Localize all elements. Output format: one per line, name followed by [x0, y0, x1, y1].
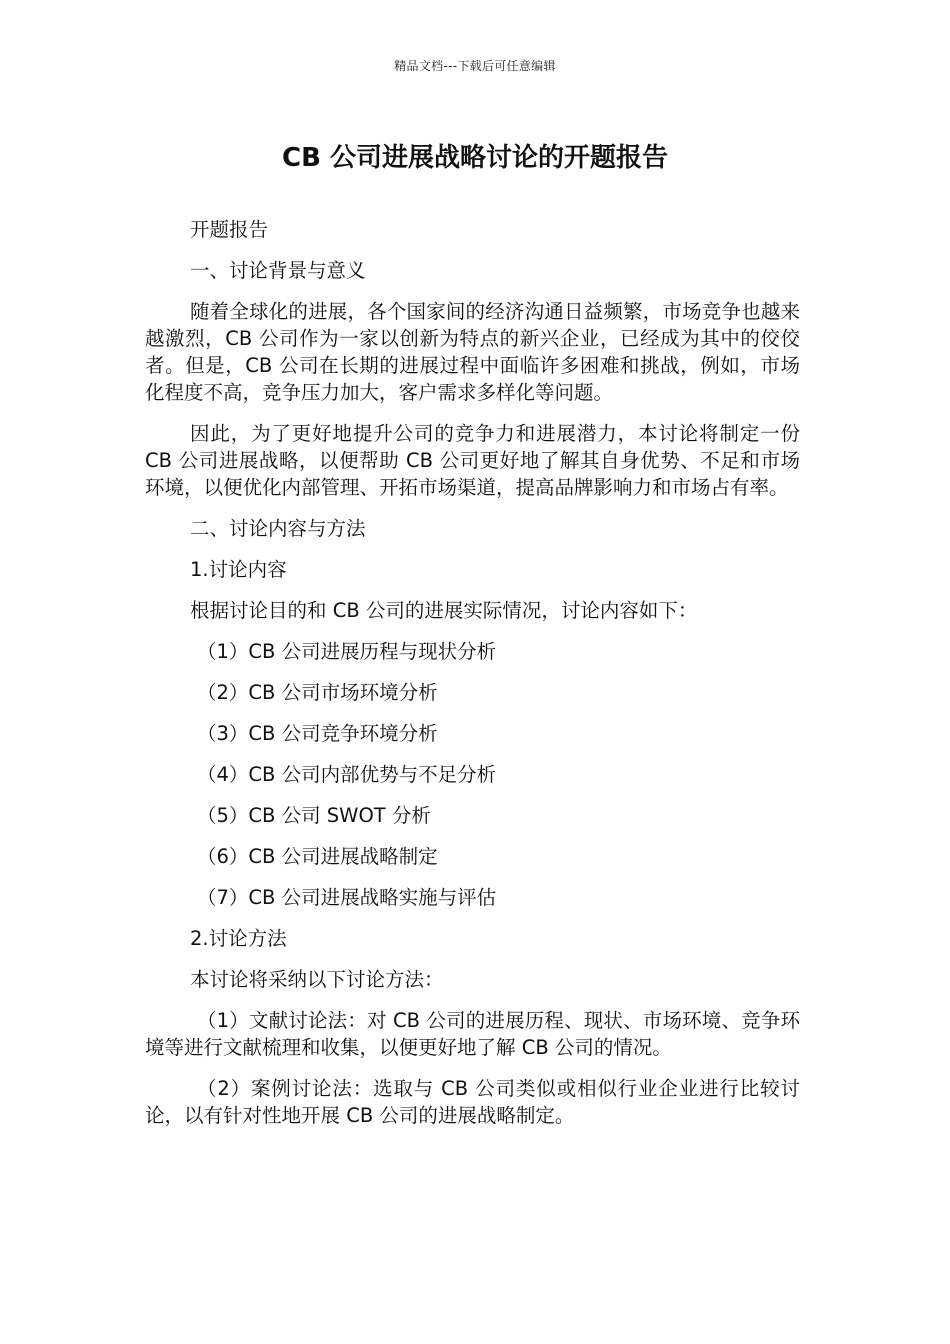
paragraph-content-intro: 根据讨论目的和 CB 公司的进展实际情况，讨论内容如下：	[190, 599, 698, 622]
subheading-content: 1.讨论内容	[190, 558, 287, 581]
paragraph-background: 随着全球化的进展，各个国家间的经济沟通日益频繁，市场竞争也越来越激烈，CB 公司作为一家以创新为特点的新兴企业，已经成为其中的佼佼者。但是，CB 公司在长期的进展过程中面临许多困难和挑战，例如，市场化程度不高，竞争压力加大，客户需求多样化等问题。	[145, 300, 800, 404]
list-item: （6）CB 公司进展战略制定	[197, 845, 438, 868]
list-item: （4）CB 公司内部优势与不足分析	[197, 763, 497, 786]
document-body	[145, 216, 800, 1143]
document-title: CB 公司进展战略讨论的开题报告	[282, 143, 668, 173]
paragraph-method-case: （2）案例讨论法：选取与 CB 公司类似或相似行业企业进行比较讨论，以有针对性地开展 CB 公司的进展战略制定。	[145, 1077, 800, 1127]
list-item: （3）CB 公司竞争环境分析	[197, 722, 438, 745]
section-heading-proposal: 开题报告	[190, 218, 269, 241]
paragraph-method-intro: 本讨论将采纳以下讨论方法：	[190, 968, 444, 991]
section-heading-background: 一、讨论背景与意义	[190, 259, 366, 282]
list-item: （5）CB 公司 SWOT 分析	[197, 804, 431, 827]
subheading-method: 2.讨论方法	[190, 927, 287, 950]
section-heading-content-method: 二、讨论内容与方法	[190, 517, 366, 540]
paragraph-method-literature: （1）文献讨论法：对 CB 公司的进展历程、现状、市场环境、竞争环境等进行文献梳理和收集，以便更好地了解 CB 公司的情况。	[145, 1009, 800, 1059]
page-header-watermark: 精品文档---下载后可任意编辑	[394, 59, 556, 73]
list-item: （7）CB 公司进展战略实施与评估	[197, 886, 497, 909]
paragraph-purpose: 因此，为了更好地提升公司的竞争力和进展潜力，本讨论将制定一份 CB 公司进展战略，以便帮助 CB 公司更好地了解其自身优势、不足和市场环境，以便优化内部管理、开拓市场渠道，提高品牌影响力和市场占有率。	[145, 422, 800, 499]
list-item: （1）CB 公司进展历程与现状分析	[197, 640, 497, 663]
list-item: （2）CB 公司市场环境分析	[197, 681, 438, 704]
